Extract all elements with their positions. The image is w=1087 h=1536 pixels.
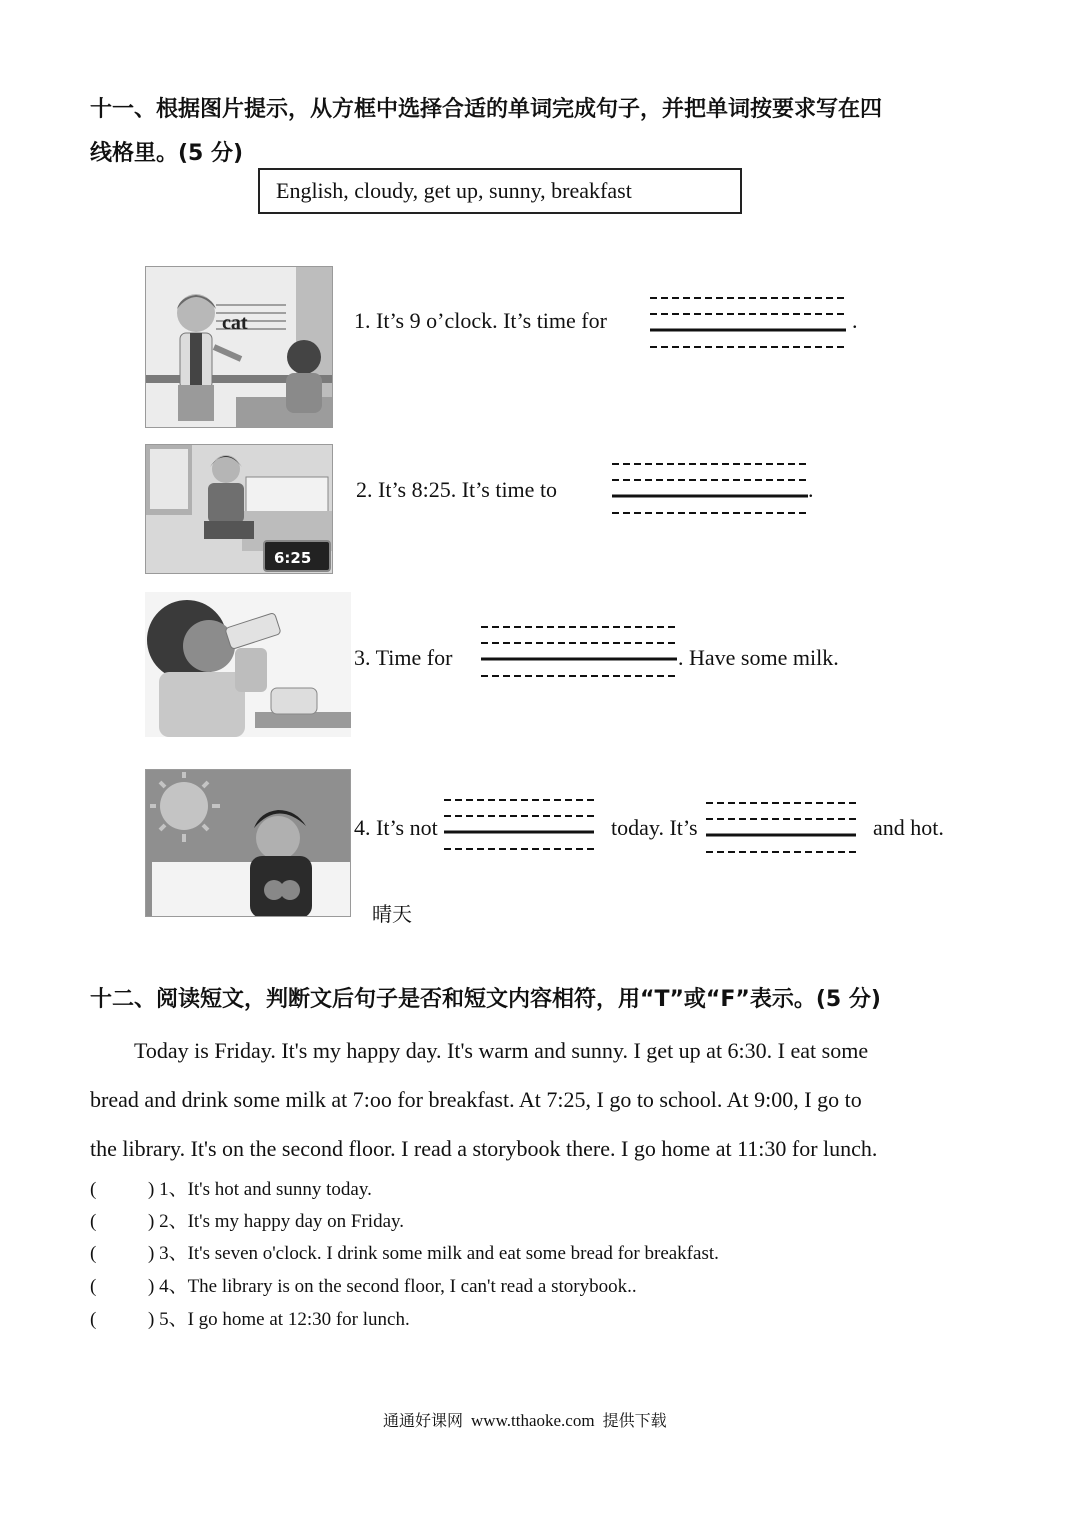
answer-lines-2[interactable] (612, 462, 808, 516)
answer-paren[interactable]: ( (90, 1309, 97, 1330)
statement-5: ( ) 5、I go home at 12:30 for lunch. (90, 1303, 410, 1336)
question-3-text-after: . Have some milk. (678, 645, 839, 670)
answer-lines-1[interactable] (650, 296, 846, 350)
passage-line-2: bread and drink some milk at 7:oo for breakfast. At 7:25, I go to school. At 9:00, I go to (90, 1087, 862, 1112)
passage-line-1: Today is Friday. It's my happy day. It's warm and sunny. I get up at 6:30. I eat some (134, 1038, 869, 1063)
section11-title-line1: 十一、根据图片提示，从方框中选择合适的单词完成句子，并把单词按要求写在四 (90, 97, 883, 122)
question-4-text-before: 4. It’s not (354, 815, 438, 840)
bedroom-picture (145, 444, 333, 574)
question-2-end: . (808, 477, 814, 502)
statement-1: ( ) 1、It's hot and sunny today. (90, 1173, 372, 1206)
question-3-text-before: 3. Time for (354, 645, 453, 670)
hint-sunny: 晴天 (372, 902, 412, 926)
sunny-picture (145, 769, 351, 917)
question-1-end: . (852, 308, 858, 333)
answer-paren[interactable]: ( (90, 1276, 97, 1297)
section12-title: 十二、阅读短文，判断文后句子是否和短文内容相符，用“T”或“F”表示。(5 分) (90, 987, 881, 1012)
statement-4: ( ) 4、The library is on the second floor, I can't read a storybook.. (90, 1270, 637, 1303)
answer-lines-4a[interactable] (444, 798, 594, 852)
answer-paren[interactable]: ( (90, 1211, 97, 1232)
answer-paren[interactable]: ( (90, 1243, 97, 1264)
passage-line-3: the library. It's on the second floor. I read a storybook there. I go home at 11:30 for lunch. (90, 1136, 878, 1161)
section11-title-line2: 线格里。(5 分) (90, 141, 244, 166)
footer-note: 提供下载 (602, 1411, 667, 1430)
footer-site-name: 通通好课网 (383, 1411, 464, 1430)
question-4-text-after: and hot. (873, 815, 944, 840)
board-word: cat (222, 312, 248, 334)
footer-url[interactable]: www.tthaoke.com (471, 1411, 595, 1430)
question-2-text: 2. It’s 8:25. It’s time to (356, 477, 558, 502)
answer-lines-4b[interactable] (706, 801, 856, 855)
answer-lines-3[interactable] (481, 625, 677, 679)
answer-paren[interactable]: ( (90, 1179, 97, 1200)
drinking-milk-picture (145, 592, 351, 737)
teacher-picture (145, 266, 333, 428)
footer (383, 1408, 667, 1431)
statement-3: ( ) 3、It's seven o'clock. I drink some milk and eat some bread for breakfast. (90, 1237, 719, 1270)
word-box: English, cloudy, get up, sunny, breakfast (258, 168, 742, 214)
clock-time: 6:25 (274, 549, 312, 567)
statement-2: ( ) 2、It's my happy day on Friday. (90, 1205, 404, 1238)
question-1-text: 1. It’s 9 o’clock. It’s time for (354, 308, 607, 333)
question-4-text-mid: today. It’s (611, 815, 698, 840)
